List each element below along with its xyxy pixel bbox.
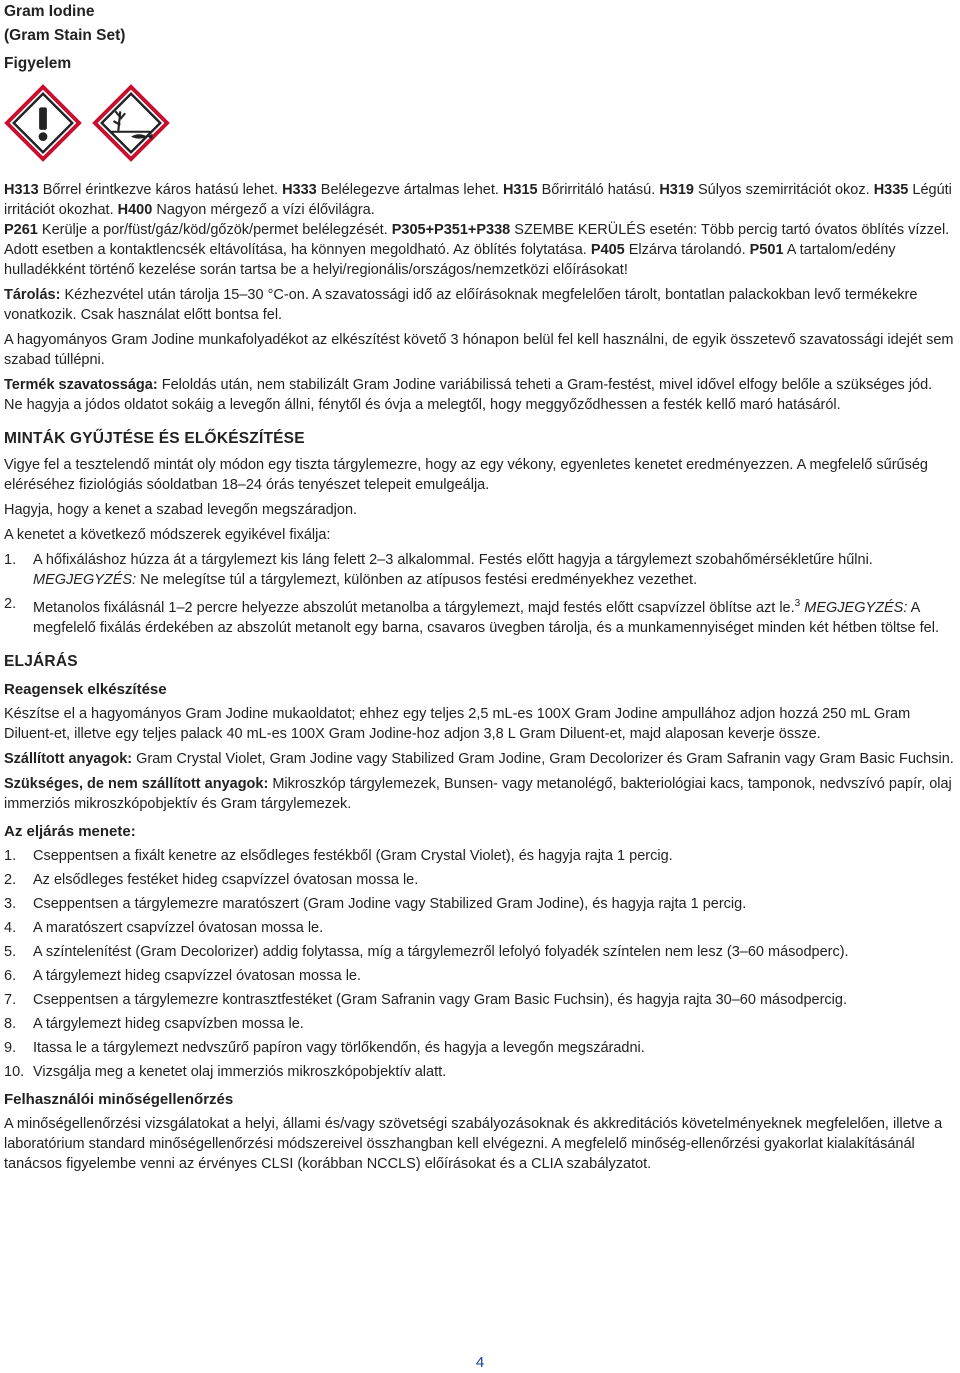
precaution-statement-code: P501 <box>749 242 784 258</box>
product-subtitle: (Gram Stain Set) <box>4 27 126 44</box>
hazard-statement-text: Légúti irritációt okozhat. <box>4 182 952 218</box>
step-number: 2. <box>4 871 17 888</box>
page-number: 4 <box>475 1354 485 1371</box>
list-item <box>4 846 954 866</box>
hazard-statement-code: H400 <box>117 202 153 218</box>
list-item <box>4 870 954 890</box>
list-number: 1. <box>4 552 17 568</box>
hazard-statement-text: Súlyos szemirritációt okoz. <box>693 182 874 198</box>
list-item <box>4 990 954 1010</box>
list-item <box>4 1062 954 1082</box>
step-text: Cseppentsen a tárgylemezre kontrasztfestéket (Gram Safranin vagy Gram Basic Fuchsin), és hagyja rajta 30–60 másodpercig. <box>33 991 847 1008</box>
stability-paragraph: Termék szavatossága: Feloldás után, nem stabilizált Gram Jodine variábilissá teheti a Gram-festést, mivel idővel elfogy belőle a szükséges jód. Ne hagyja a jódos oldatot sokáig a levegőn állni, fénytől és óvja a melegtől, hogy meggyőződhessen a festék kellő maró hatásáról. <box>4 377 933 413</box>
precaution-statement-text: A tartalom/edény hulladékként történő kezelése során tartsa be a helyi/regionális/országos/nemzetközi előírásokat! <box>4 242 896 278</box>
step-text: A tárgylemezt hideg csapvízben mossa le. <box>33 1015 304 1032</box>
hazard-statements <box>4 180 954 280</box>
step-text: Vizsgálja meg a kenetet olaj immerziós mikroszkópobjektív alatt. <box>33 1063 447 1080</box>
precaution-statement-text: SZEMBE KERÜLÉS esetén: Több percig tartó óvatos öblítés vízzel. Adott esetben a kontaktlencsék eltávolítása, ha könnyen megoldható. Az öblítés folytatása. <box>4 222 950 258</box>
step-number: 10. <box>4 1063 25 1080</box>
precaution-statement-code: P305+P351+P338 <box>391 222 511 238</box>
list-item <box>4 918 954 938</box>
steps-heading: Az eljárás menete: <box>4 822 136 840</box>
item-text: A hőfixáláshoz húzza át a tárgylemezt kis láng felett 2–3 alkalommal. Festés előtt hagyja a tárgylemezt szobahőmérsékletűre hűlni. <box>33 552 873 568</box>
procedure-steps <box>4 846 954 1082</box>
step-text: A színtelenítést (Gram Decolorizer) addig folytassa, míg a tárgylemezről lefolyó folyadék színtelen nem lesz (3–60 másodperc). <box>33 943 849 960</box>
precaution-statement-text: Kerülje a por/füst/gáz/köd/gőzök/permet belélegzését. <box>37 222 392 238</box>
note-text: A megfelelő fixálás érdekében az abszolút metanolt egy barna, csavaros üvegben tárolja, és a munkamennyiséget minden két hétben töltse fel. <box>33 599 939 636</box>
list-text <box>33 594 954 638</box>
list-item <box>4 594 954 638</box>
hazard-statement-code: H319 <box>659 182 694 198</box>
item-text: Metanolos fixálásnál 1–2 percre helyezze abszolút metanolba a tárgylemezt, majd festés előtt csapvízzel öblítse azt le. <box>33 599 795 616</box>
list-item <box>4 894 954 914</box>
precaution-statement-code: P261 <box>4 222 38 238</box>
procedure-heading: ELJÁRÁS <box>4 652 78 670</box>
note-label: MEGJEGYZÉS: <box>800 599 908 616</box>
product-title: Gram Iodine <box>4 3 95 20</box>
step-number: 1. <box>4 847 17 864</box>
step-text: Cseppentsen a tárgylemezre maratószert (Gram Jodine vagy Stabilized Gram Jodine), és hagyja rajta 1 percig. <box>33 895 747 912</box>
step-text: Az elsődleges festéket hideg csapvízzel óvatosan mossa le. <box>33 871 419 888</box>
hazard-statement-text: Nagyon mérgező a vízi élővilágra. <box>152 202 375 218</box>
required-paragraph: Szükséges, de nem szállított anyagok: Mikroszkóp tárgylemezek, Bunsen- vagy metanolégő, bakteriológiai kacs, tamponok, nedvszívó papír, olaj immerziós mikroszkópobjektív és Gram tárgylemezek. <box>4 775 952 812</box>
precaution-statement-code: P405 <box>590 242 625 258</box>
precaution-statement-text: Elzárva tárolandó. <box>624 242 750 258</box>
hazard-statement-code: H315 <box>502 182 538 198</box>
supplied-paragraph: Szállított anyagok: Gram Crystal Violet, Gram Jodine vagy Stabilized Gram Jodine, Gram Decolorizer és Gram Safranin vagy Gram Basic Fuchsin. <box>4 750 954 767</box>
hazard-statement-text: Bőrirritáló hatású. <box>537 182 660 198</box>
exclamation-mark-icon <box>4 84 82 162</box>
hazard-statement-code: H313 <box>4 182 39 198</box>
specimen-p1: Vigye fel a tesztelendő mintát oly módon egy tiszta tárgylemezre, hogy az egy vékony, egyenletes kenetet eredményezzen. A megfelelő sűrűség eléréséhez fiziológiás sóoldatban 18–24 órás tenyészet telepeit emulgeálja. <box>4 457 928 493</box>
qc-paragraph: A minőségellenőrzési vizsgálatokat a helyi, állami és/vagy szövetségi szabályozásoknak és akkreditációs követelményeknek megfelelően, illetve a laboratórium standard minőségellenőrzési módszereivel összhangban kell elvégezni. A megfelelő minőség-ellenőrzési gyakorlat kialakításánál tanácsos figyelembe venni az érvényes CLSI (korábban NCCLS) előírásokat és a CLIA szabályzatot. <box>4 1115 943 1172</box>
reagents-heading: Reagensek elkészítése <box>4 680 167 698</box>
step-number: 9. <box>4 1039 17 1056</box>
document-page <box>4 0 954 1179</box>
hazard-statement-text: Belélegezve ártalmas lehet. <box>316 182 503 198</box>
fixation-list <box>4 550 954 638</box>
environment-icon <box>92 84 170 162</box>
hazard-statement-text: Bőrrel érintkezve káros hatású lehet. <box>38 182 283 198</box>
signal-word: Figyelem <box>4 55 72 72</box>
list-item <box>4 1038 954 1058</box>
specimen-p2: Hagyja, hogy a kenet a szabad levegőn megszáradjon. <box>4 502 358 518</box>
qc-heading: Felhasználói minőségellenőrzés <box>4 1090 234 1108</box>
hazard-pictograms <box>4 84 954 162</box>
step-number: 5. <box>4 943 17 960</box>
step-text: A tárgylemezt hideg csapvízzel óvatosan mossa le. <box>33 967 362 984</box>
footnote-ref: 3 <box>794 598 801 609</box>
list-text <box>33 550 954 590</box>
list-item <box>4 1014 954 1034</box>
specimen-heading: MINTÁK GYŰJTÉSE ÉS ELŐKÉSZÍTÉSE <box>4 430 305 447</box>
hazard-statement-code: H335 <box>873 182 909 198</box>
list-item <box>4 942 954 962</box>
step-number: 8. <box>4 1015 17 1032</box>
hazard-statement-code: H333 <box>282 182 317 198</box>
specimen-p3: A kenetet a következő módszerek egyikével fixálja: <box>4 527 331 543</box>
list-number: 2. <box>4 596 17 612</box>
step-number: 6. <box>4 967 17 984</box>
storage-paragraph: Tárolás: Kézhezvétel után tárolja 15–30 °C-on. A szavatossági idő az előírásoknak megfelelően tárolt, bontatlan palackokban levő termékekre vonatkozik. Csak használat előtt bontsa fel. <box>4 287 918 323</box>
list-item <box>4 550 954 590</box>
step-text: Cseppentsen a fixált kenetre az elsődleges festékből (Gram Crystal Violet), és hagyja rajta 1 percig. <box>33 847 673 864</box>
step-number: 4. <box>4 919 17 936</box>
list-item <box>4 966 954 986</box>
step-number: 7. <box>4 991 17 1008</box>
note-text: Ne melegítse túl a tárgylemezt, különben az atípusos festési eredményekhez vezethet. <box>136 572 698 588</box>
note-label: MEGJEGYZÉS: <box>33 572 137 588</box>
reagents-paragraph: Készítse el a hagyományos Gram Jodine mukaoldatot; ehhez egy teljes 2,5 mL-es 100X Gram Jodine ampullához adjon hozzá 250 mL Gram Diluent-et, illetve egy teljes palack 40 mL-es 100X Gram Jodine-hoz adjon 3,8 L Gram Diluent-et, majd alaposan keverje össze. <box>4 705 911 742</box>
step-text: Itassa le a tárgylemezt nedvszűrő papíron vagy törlőkendőn, és hagyja a levegőn megszáradni. <box>33 1039 645 1056</box>
working-solution-paragraph: A hagyományos Gram Jodine munkafolyadékot az elkészítést követő 3 hónapon belül fel kell használni, de egyik összetevő szavatossági idejét sem szabad túllépni. <box>4 332 954 368</box>
step-text: A maratószert csapvízzel óvatosan mossa le. <box>33 919 324 936</box>
step-number: 3. <box>4 895 17 912</box>
